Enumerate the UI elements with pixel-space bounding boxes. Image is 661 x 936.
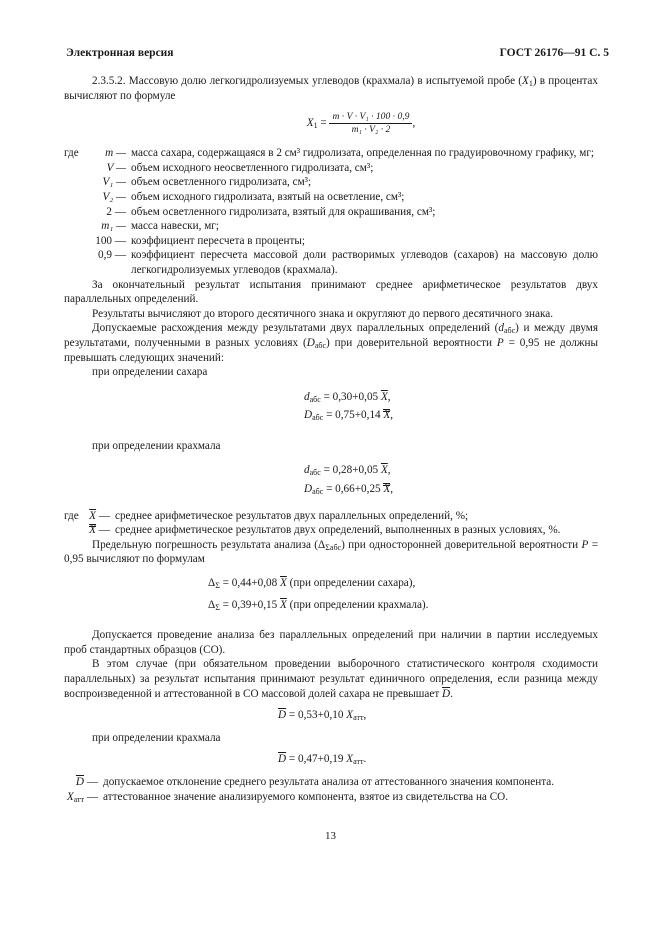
eq-starch-d: $d_{абс} = 0,28+0,05$ $\overline{X}$, [304, 464, 391, 478]
section-2-3-5-2: 2.3.5.2. Массовую долю легкогидролизуемых углеводов (крахмала) в испытуемой пробе $(X_1)$ в процентах вычисляют по формуле [64, 75, 598, 102]
definitions-3: $\overline{D}$ — допускаемое отклонение среднего результата анализа от аттестованного значения компонента. $X_{атт}$ — аттестованное значение анализируемого компонента, взятое из свидетельства на СО. [66, 775, 555, 804]
paragraph-rounding: Результаты вычисляют до второго десятичного знака и округляют до первого десятичного знака. [92, 307, 554, 320]
formula-x1: $X_1$ = $\frac{\text{m · V · V₁ · 100 · 0,9}}{\text{m₁ · V₂ · 2}}$ , [306, 111, 416, 136]
page-number: 13 [325, 830, 336, 842]
eq-D-sugar: $\overline{D} = 0,53+0,10$ $X_{атт}$, [278, 709, 367, 723]
label-starch-2: при определении крахмала [92, 731, 221, 744]
eq-error-sugar: $\Delta_\Sigma = 0,44+0,08$ $\overline{X}$ (при определении сахара), [208, 577, 416, 591]
eq-starch-D: $D_{абс} = 0,66+0,25$ X, [304, 483, 394, 497]
definitions-1: где m — масса сахара, содержащаяся в 2 см³ гидролизата, определенная по градуировочному графику, мг; V — объем исходного неосветленного гидролизата, см³; V₁ — объем осветленного гидролизата, см³; V₂ — объем исходного гидролизата, взятый на осветление, см³; 2 — объем осветленного гидролизата, взятый для окрашивания, см³; m₁ — масса навески, мг; 100 — коэффициент пересчета в проценты; 0,9 — коэффициент пересчета массовой доли растворимых углеводов (сахаров) на массовую долю легкогидролизуемых углеводов (крахмала). [64, 147, 598, 276]
definitions-2: где $\overline{X}$ — среднее арифметическое результатов двух параллельных определений, %; X — среднее арифметическое результатов двух определений, выполненных в разных условиях, %. [64, 509, 561, 537]
eq-error-starch: $\Delta_\Sigma = 0,39+0,15$ $\overline{X}$ (при определении крахмала). [208, 598, 429, 612]
paragraph-error: Предельную погрешность результата анализа $(\Delta_{\Sigma абс})$ при односторонней доверительной вероятности P = 0,95 вычисляют по формулам [64, 538, 599, 566]
eq-sugar-D: $D_{абс} = 0,75+0,14$ X, [304, 409, 394, 423]
fraction: $\frac{\text{m · V · V₁ · 100 · 0,9}}{\text{m₁ · V₂ · 2}}$ [329, 111, 412, 136]
paragraph-allow: Допускается проведение анализа без параллельных определений при наличии в партии исследуемых проб стандартных образцов (СО). [64, 629, 598, 656]
starch-equations [304, 463, 444, 496]
header-left: Электронная версия [66, 47, 174, 59]
eq-D-starch: $\overline{D} = 0,47+0,19$ $X_{атт}$. [278, 753, 367, 767]
eq-sugar-d: $d_{абс} = 0,30+0,05$ $\overline{X}$, [304, 390, 391, 404]
document-body [64, 74, 598, 804]
paragraph-tolerance: Допускаемые расхождения между результатами двух параллельных определений $(d_{абс})$ и между двумя результатами, полученными в разных условиях $(D_{абс})$ при доверительной вероятности P = 0,95 не должны превышать следующих значений: [64, 322, 599, 364]
header-right: ГОСТ 26176—91 С. 5 [499, 47, 609, 59]
error-equations [208, 576, 508, 612]
label-starch: при определении крахмала [92, 439, 221, 452]
definitions-list: m — масса сахара, содержащаяся в 2 см³ гидролизата, определенная по градуировочному графику, мг; V — объем исходного неосветленного гидролизата, см³; V₁ — объем осветленного гидролизата, см³; V₂ — объем исходного гидролизата, взятый на осветление, см³; 2 — объем осветленного гидролизата, взятый для окрашивания, см³; m₁ — масса навески, мг; 100 — коэффициент пересчета в проценты; 0,9 — коэффициент пересчета массовой доли растворимых углеводов (сахаров) на массовую долю легкогидролизуемых углеводов (крахмала). [95, 147, 598, 276]
paragraph-final-result: За окончательный результат испытания принимают среднее арифметическое результатов двух параллельных определений. [64, 278, 598, 306]
paragraph-case: В этом случае (при обязательном проведении выборочного статистического контроля сходимости параллельных) за результат испытания принимают результат единичного определения, если разница между воспроизведенной и аттестованной в СО массовой долей сахара не превышает $\overline{D}$. [64, 658, 598, 700]
sugar-equations [304, 390, 444, 423]
label-sugar: при определении сахара [92, 366, 208, 379]
